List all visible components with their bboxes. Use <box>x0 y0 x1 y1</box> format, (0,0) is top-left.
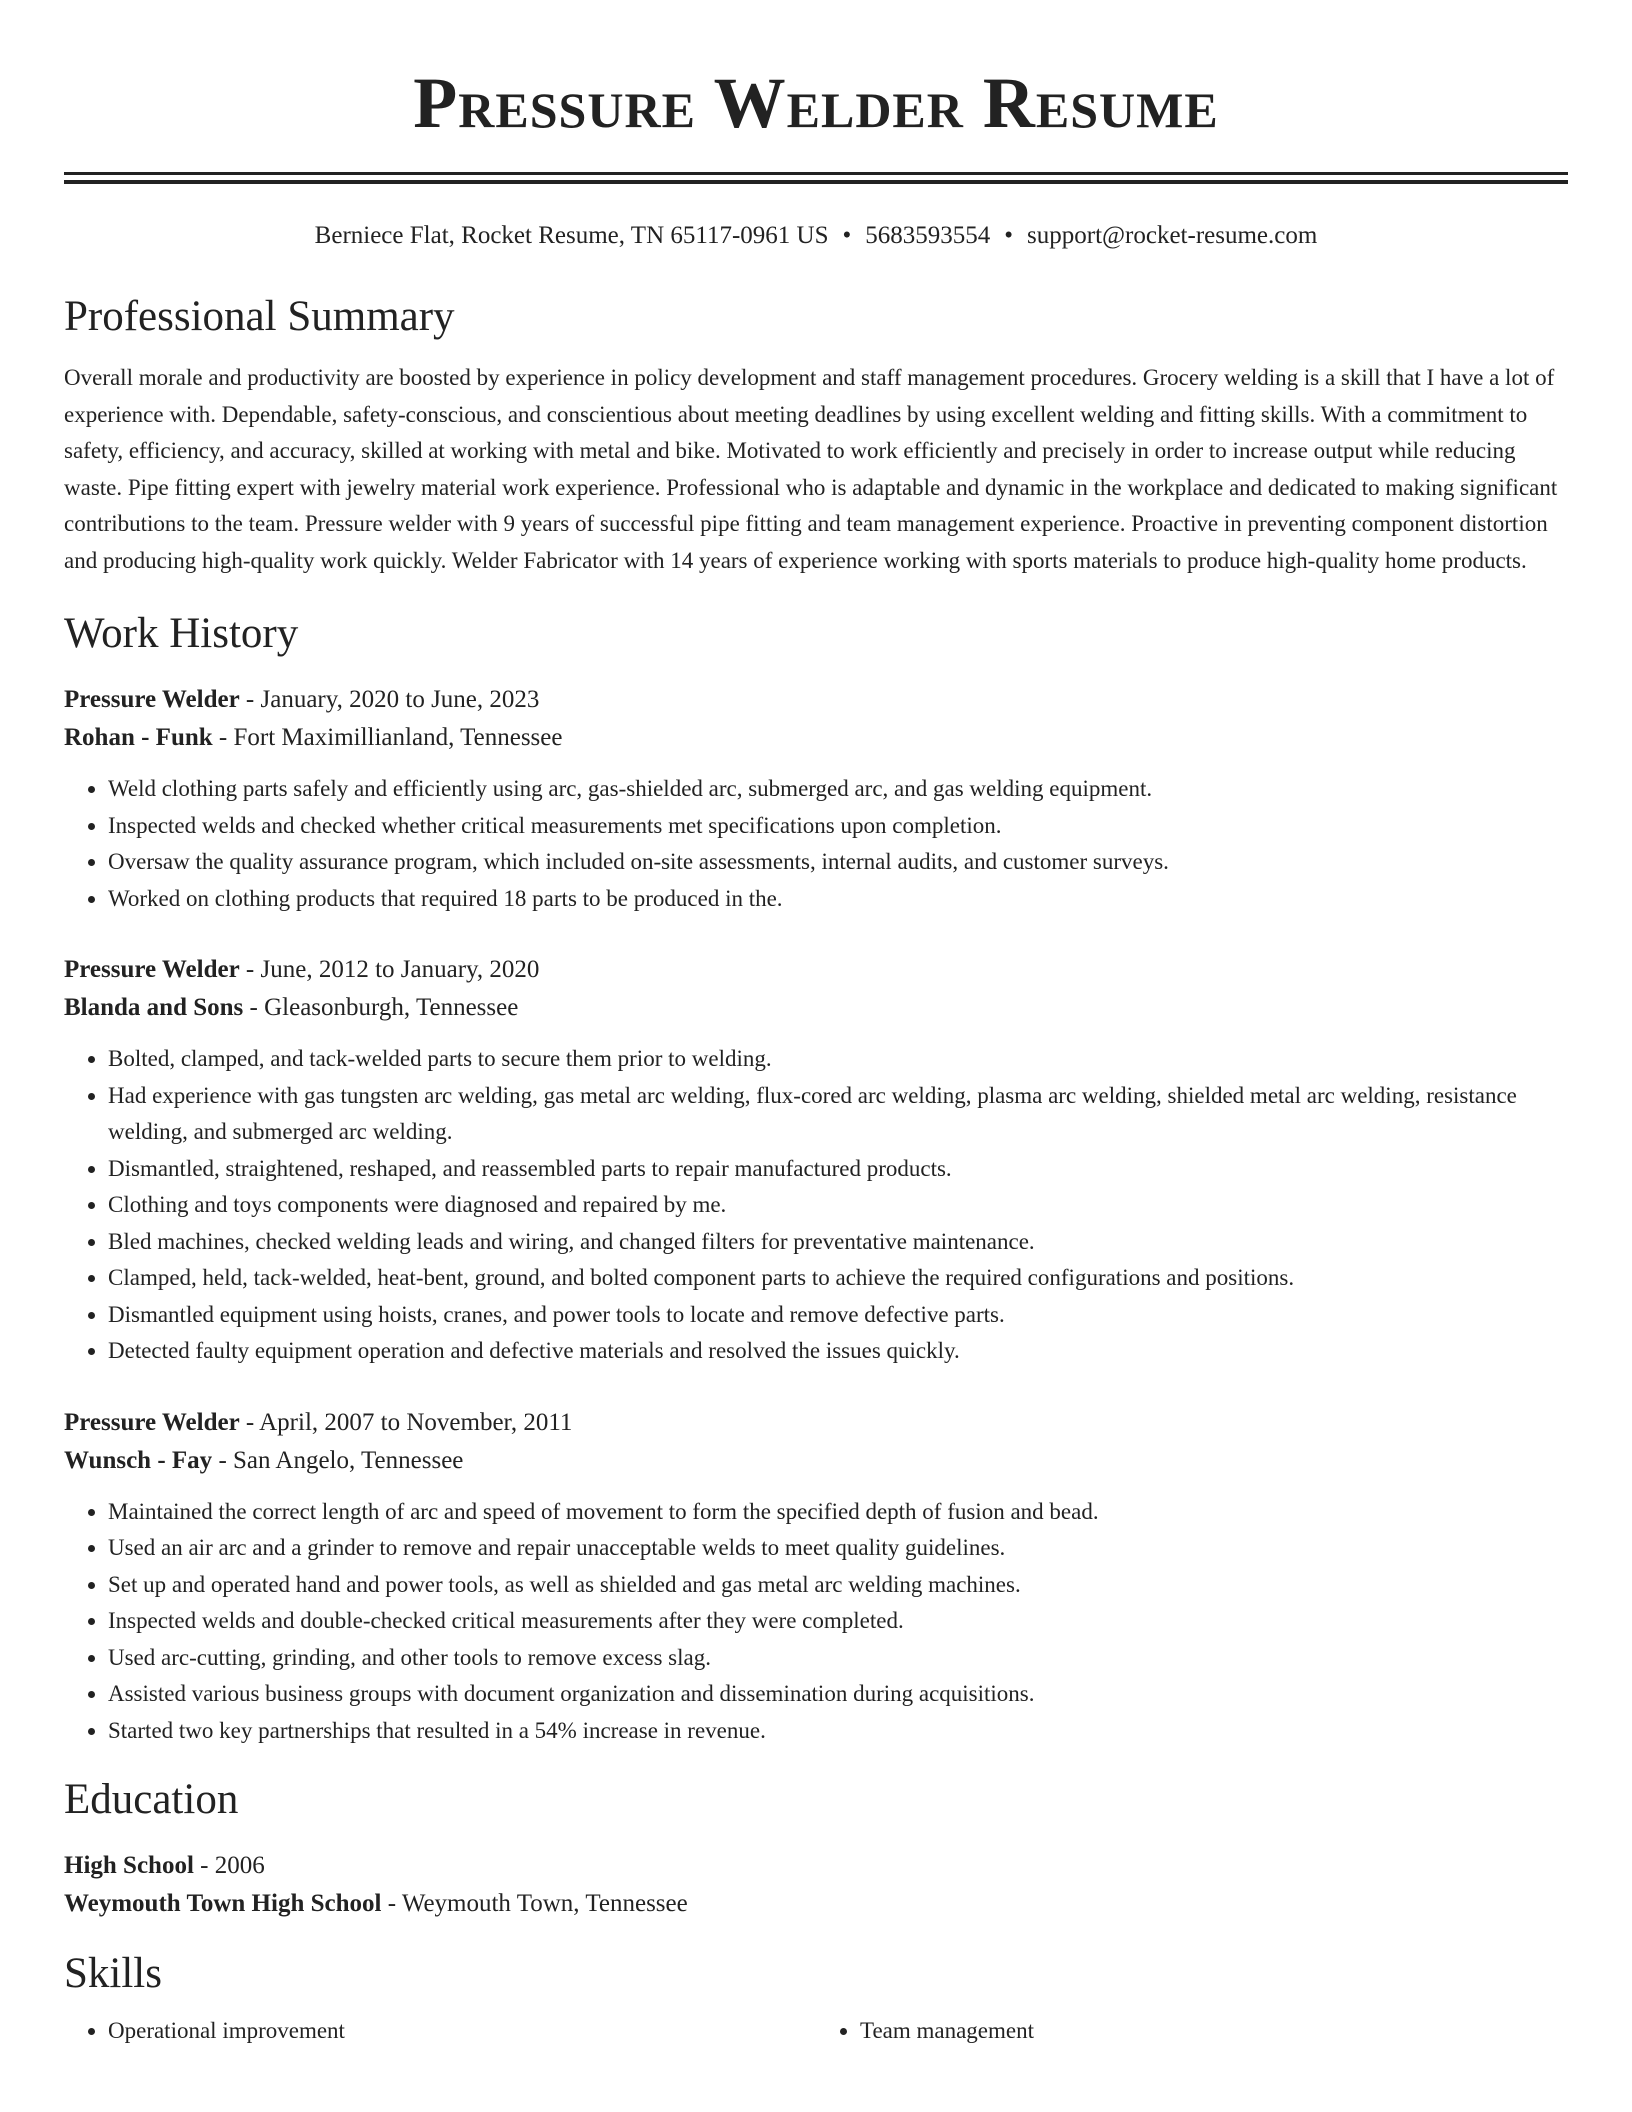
list-item: • Assisted various business groups with document organization and dissemination during acquisitions. <box>108 1676 1568 1713</box>
job-title: Pressure Welder <box>64 956 240 983</box>
job-title: Pressure Welder <box>64 686 240 713</box>
education-year: 2006 <box>214 1852 265 1879</box>
education-heading: Education <box>64 1776 239 1823</box>
contact-email: support@rocket-resume.com <box>1027 222 1318 249</box>
skill-item: • Operational improvement <box>108 2013 816 2050</box>
job-company-line: Rohan - Funk - Fort Maximillianland, Tennessee <box>64 724 563 751</box>
job-bullets <box>64 1041 1568 1370</box>
list-item: • Maintained the correct length of arc and speed of movement to form the specified depth of fusion and bead. <box>108 1494 1568 1531</box>
skill-item: • Team management <box>860 2013 1568 2050</box>
list-item: • Dismantled, straightened, reshaped, and reassembled parts to repair manufactured products. <box>108 1151 1568 1188</box>
job-title: Pressure Welder <box>64 1408 240 1436</box>
list-item: • Used an air arc and a grinder to remove and repair unacceptable welds to meet quality guidelines. <box>108 1530 1568 1567</box>
job-entry-3 <box>64 1404 1568 1750</box>
contact-address: Berniece Flat, Rocket Resume, TN 65117-0961 US <box>314 222 829 249</box>
work-history-heading: Work History <box>64 610 299 657</box>
resume-title: Pressure Welder Resume <box>413 63 1219 143</box>
skills-column-left <box>64 2013 816 2050</box>
skills-column-right <box>816 2013 1568 2050</box>
education-degree-line: High School - 2006 <box>64 1852 265 1879</box>
job-company-line: Blanda and Sons - Gleasonburgh, Tennessee <box>64 994 519 1021</box>
list-item: • Clothing and toys components were diagnosed and repaired by me. <box>108 1187 1568 1224</box>
job-company-line: Wunsch - Fay - San Angelo, Tennessee <box>64 1446 464 1474</box>
list-item: • Oversaw the quality assurance program, which included on-site assessments, internal audits, and customer surveys. <box>108 844 1568 881</box>
education-location: Weymouth Town, Tennessee <box>401 1890 688 1917</box>
summary-heading: Professional Summary <box>64 293 455 340</box>
list-item: • Inspected welds and double-checked critical measurements after they were completed. <box>108 1603 1568 1640</box>
contact-separator: • <box>1004 222 1014 249</box>
job-entry-2 <box>64 951 1568 1370</box>
list-item: • Bolted, clamped, and tack-welded parts to secure them prior to welding. <box>108 1041 1568 1078</box>
list-item: • Dismantled equipment using hoists, cranes, and power tools to locate and remove defective parts. <box>108 1297 1568 1334</box>
job-bullets <box>64 1494 1568 1750</box>
list-item: • Had experience with gas tungsten arc welding, gas metal arc welding, flux-cored arc welding, plasma arc welding, shielded metal arc welding, resistance welding, and submerged arc welding. <box>108 1078 1568 1151</box>
job-dates: April, 2007 to November, 2011 <box>259 1408 573 1436</box>
job-company: Rohan - Funk <box>64 724 213 751</box>
job-location: San Angelo, Tennessee <box>233 1446 464 1474</box>
list-item: • Detected faulty equipment operation and defective materials and resolved the issues quickly. <box>108 1333 1568 1370</box>
job-title-line: Pressure Welder - January, 2020 to June, 2023 <box>64 686 540 713</box>
job-title-line: Pressure Welder - June, 2012 to January, 2020 <box>64 956 540 983</box>
contact-separator: • <box>842 222 852 249</box>
job-company: Wunsch - Fay <box>64 1446 213 1474</box>
list-item: • Started two key partnerships that resulted in a 54% increase in revenue. <box>108 1713 1568 1750</box>
list-item: • Clamped, held, tack-welded, heat-bent, ground, and bolted component parts to achieve the required configurations and positions. <box>108 1260 1568 1297</box>
job-dates: June, 2012 to January, 2020 <box>260 956 540 983</box>
list-item: • Used arc-cutting, grinding, and other tools to remove excess slag. <box>108 1640 1568 1677</box>
list-item: • Worked on clothing products that required 18 parts to be produced in the. <box>108 881 1568 918</box>
list-item: • Weld clothing parts safely and efficiently using arc, gas-shielded arc, submerged arc, and gas welding equipment. <box>108 771 1568 808</box>
skills-heading: Skills <box>64 1950 162 1997</box>
summary-text: Overall morale and productivity are boosted by experience in policy development and staff management procedures. Grocery welding is a skill that I have a lot of experience with. Dependable, safety-conscious, and conscientious about meeting deadlines by using excellent welding and fitting skills. With a commitment to safety, efficiency, and accuracy, skilled at working with metal and bike. Motivated to work efficiently and precisely in order to increase output while reducing waste. Pipe fitting expert with jewelry material work experience. Professional who is adaptable and dynamic in the workplace and dedicated to making significant contributions to the team. Pressure welder with 9 years of successful pipe fitting and team management experience. Proactive in preventing component distortion and producing high-quality work quickly. Welder Fabricator with 14 years of experience working with sports materials to produce high-quality home products. <box>64 365 1558 573</box>
title-rule-top <box>64 172 1568 175</box>
job-title-line: Pressure Welder - April, 2007 to November, 2011 <box>64 1408 573 1436</box>
title-rule-bottom <box>64 180 1568 184</box>
contact-phone: 5683593554 <box>865 222 991 249</box>
job-entry-1 <box>64 681 1568 917</box>
contact-line <box>64 220 1568 252</box>
list-item: • Inspected welds and checked whether critical measurements met specifications upon completion. <box>108 808 1568 845</box>
education-degree: High School <box>64 1852 194 1879</box>
job-location: Fort Maximillianland, Tennessee <box>233 724 563 751</box>
job-location: Gleasonburgh, Tennessee <box>264 994 519 1021</box>
list-item: • Set up and operated hand and power tools, as well as shielded and gas metal arc welding machines. <box>108 1567 1568 1604</box>
education-school: Weymouth Town High School <box>64 1890 382 1917</box>
job-company: Blanda and Sons <box>64 994 244 1021</box>
education-school-line: Weymouth Town High School - Weymouth Town, Tennessee <box>64 1890 688 1917</box>
job-dates: January, 2020 to June, 2023 <box>260 686 540 713</box>
education-entry <box>64 1847 1568 1923</box>
skills-list <box>64 2013 1568 2050</box>
job-bullets <box>64 771 1568 917</box>
list-item: • Bled machines, checked welding leads and wiring, and changed filters for preventative maintenance. <box>108 1224 1568 1261</box>
